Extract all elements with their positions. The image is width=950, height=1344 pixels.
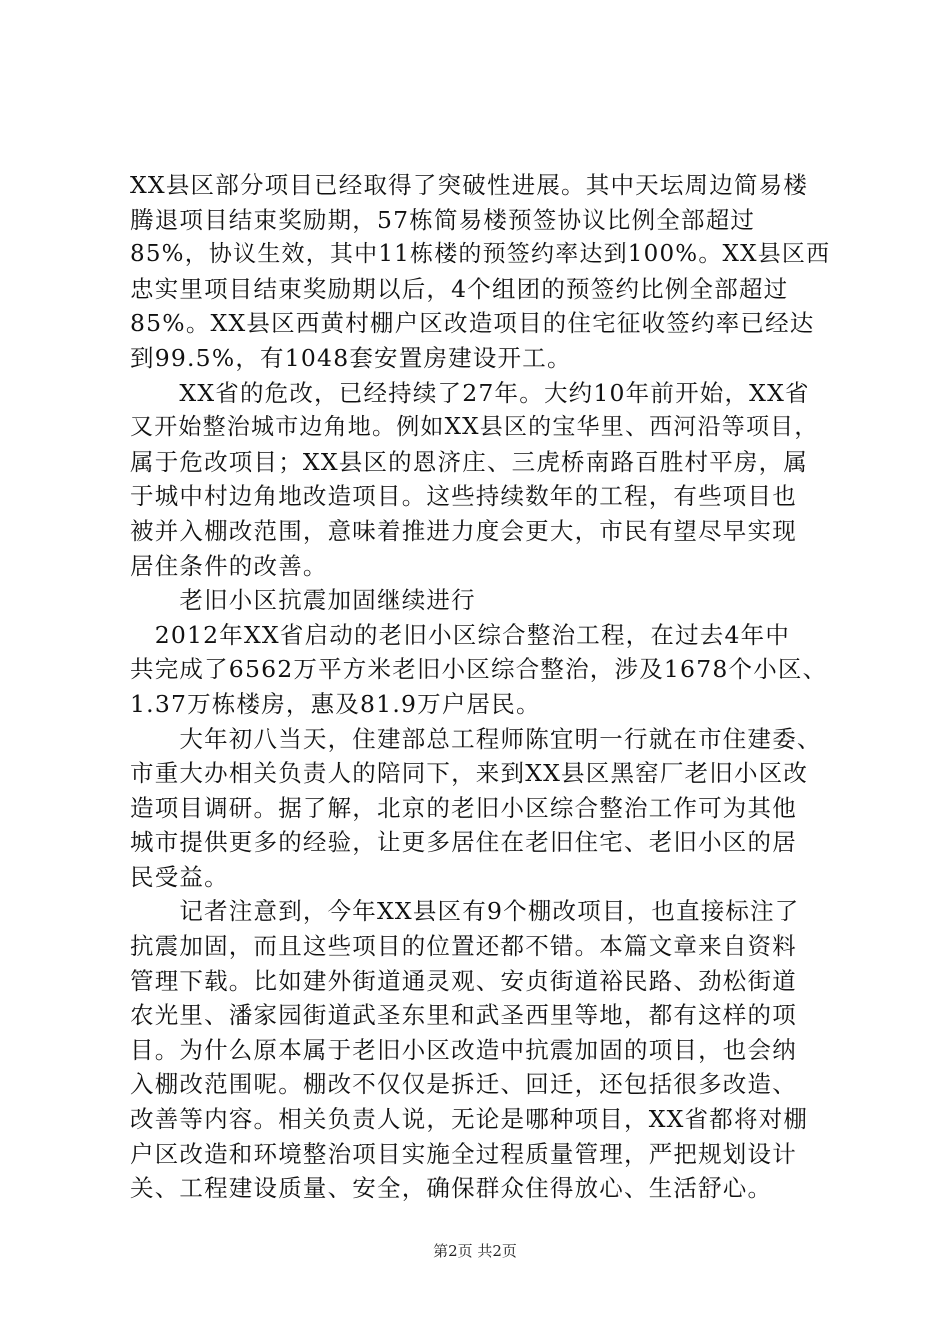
text-line: 到99.5%，有1048套安置房建设开工。 — [130, 343, 572, 372]
text-line: 于城中村边角地改造项目。这些持续数年的工程，有些项目也 — [130, 482, 797, 511]
text-line: 入棚改范围呢。棚改不仅仅是拆迁、回迁，还包括很多改造、 — [130, 1070, 797, 1099]
text-line: 居住条件的改善。 — [130, 551, 328, 580]
text-line: 属于危改项目；XX县区的恩济庄、三虎桥南路百胜村平房，属 — [130, 447, 809, 476]
text-line: 又开始整治城市边角地。例如XX县区的宝华里、西河沿等项目， — [130, 414, 819, 441]
text-line: 城市提供更多的经验，让更多居住在老旧住宅、老旧小区的居 — [130, 828, 797, 857]
text-line: 老旧小区抗震加固继续进行 — [130, 586, 476, 615]
text-line: 大年初八当天，住建部总工程师陈宜明一行就在市住建委、 — [130, 724, 822, 753]
text-line: 关、工程建设质量、安全，确保群众住得放心、生活舒心。 — [130, 1174, 773, 1203]
page-footer: 第2页 共2页 — [433, 1242, 517, 1260]
text-line: 共完成了6562万平方米老旧小区综合整治，涉及1678个小区、 — [130, 655, 828, 684]
text-line: 户区改造和环境整治项目实施全过程质量管理，严把规划设计 — [130, 1139, 797, 1168]
text-line: 腾退项目结束奖励期，57栋简易楼预签协议比例全部超过 — [130, 205, 756, 234]
text-line: 抗震加固，而且这些项目的位置还都不错。本篇文章来自资料 — [130, 932, 797, 961]
text-line: 2012年XX省启动的老旧小区综合整治工程，在过去4年中 — [130, 620, 791, 649]
text-line: XX县区部分项目已经取得了突破性进展。其中天坛周边简易楼 — [130, 171, 809, 199]
text-line: 85%，协议生效，其中11栋楼的预签约率达到100%。XX县区西 — [130, 241, 831, 268]
text-line: 目。为什么原本属于老旧小区改造中抗震加固的项目，也会纳 — [130, 1035, 797, 1064]
text-line: 造项目调研。据了解，北京的老旧小区综合整治工作可为其他 — [130, 793, 797, 822]
text-line: 被并入棚改范围，意味着推进力度会更大，市民有望尽早实现 — [130, 516, 797, 545]
text-line: 民受益。 — [130, 862, 229, 891]
text-line: 85%。XX县区西黄村棚户区改造项目的住宅征收签约率已经达 — [130, 309, 815, 338]
text-line: 改善等内容。相关负责人说，无论是哪种项目，XX省都将对棚 — [130, 1105, 809, 1134]
text-line: 管理下载。比如建外街道通灵观、安贞街道裕民路、劲松街道 — [130, 966, 797, 995]
article-body — [130, 168, 830, 1206]
text-line: XX省的危改，已经持续了27年。大约10年前开始，XX省 — [130, 378, 810, 407]
text-line: 农光里、潘家园街道武圣东里和武圣西里等地，都有这样的项 — [130, 1001, 797, 1030]
text-line: 记者注意到，今年XX县区有9个棚改项目，也直接标注了 — [130, 897, 800, 926]
text-line: 1.37万栋楼房，惠及81.9万户居民。 — [130, 689, 541, 718]
text-line: 忠实里项目结束奖励期以后，4个组团的预签约比例全部超过 — [130, 274, 789, 303]
text-line: 市重大办相关负责人的陪同下，来到XX县区黑窑厂老旧小区改 — [130, 759, 809, 788]
